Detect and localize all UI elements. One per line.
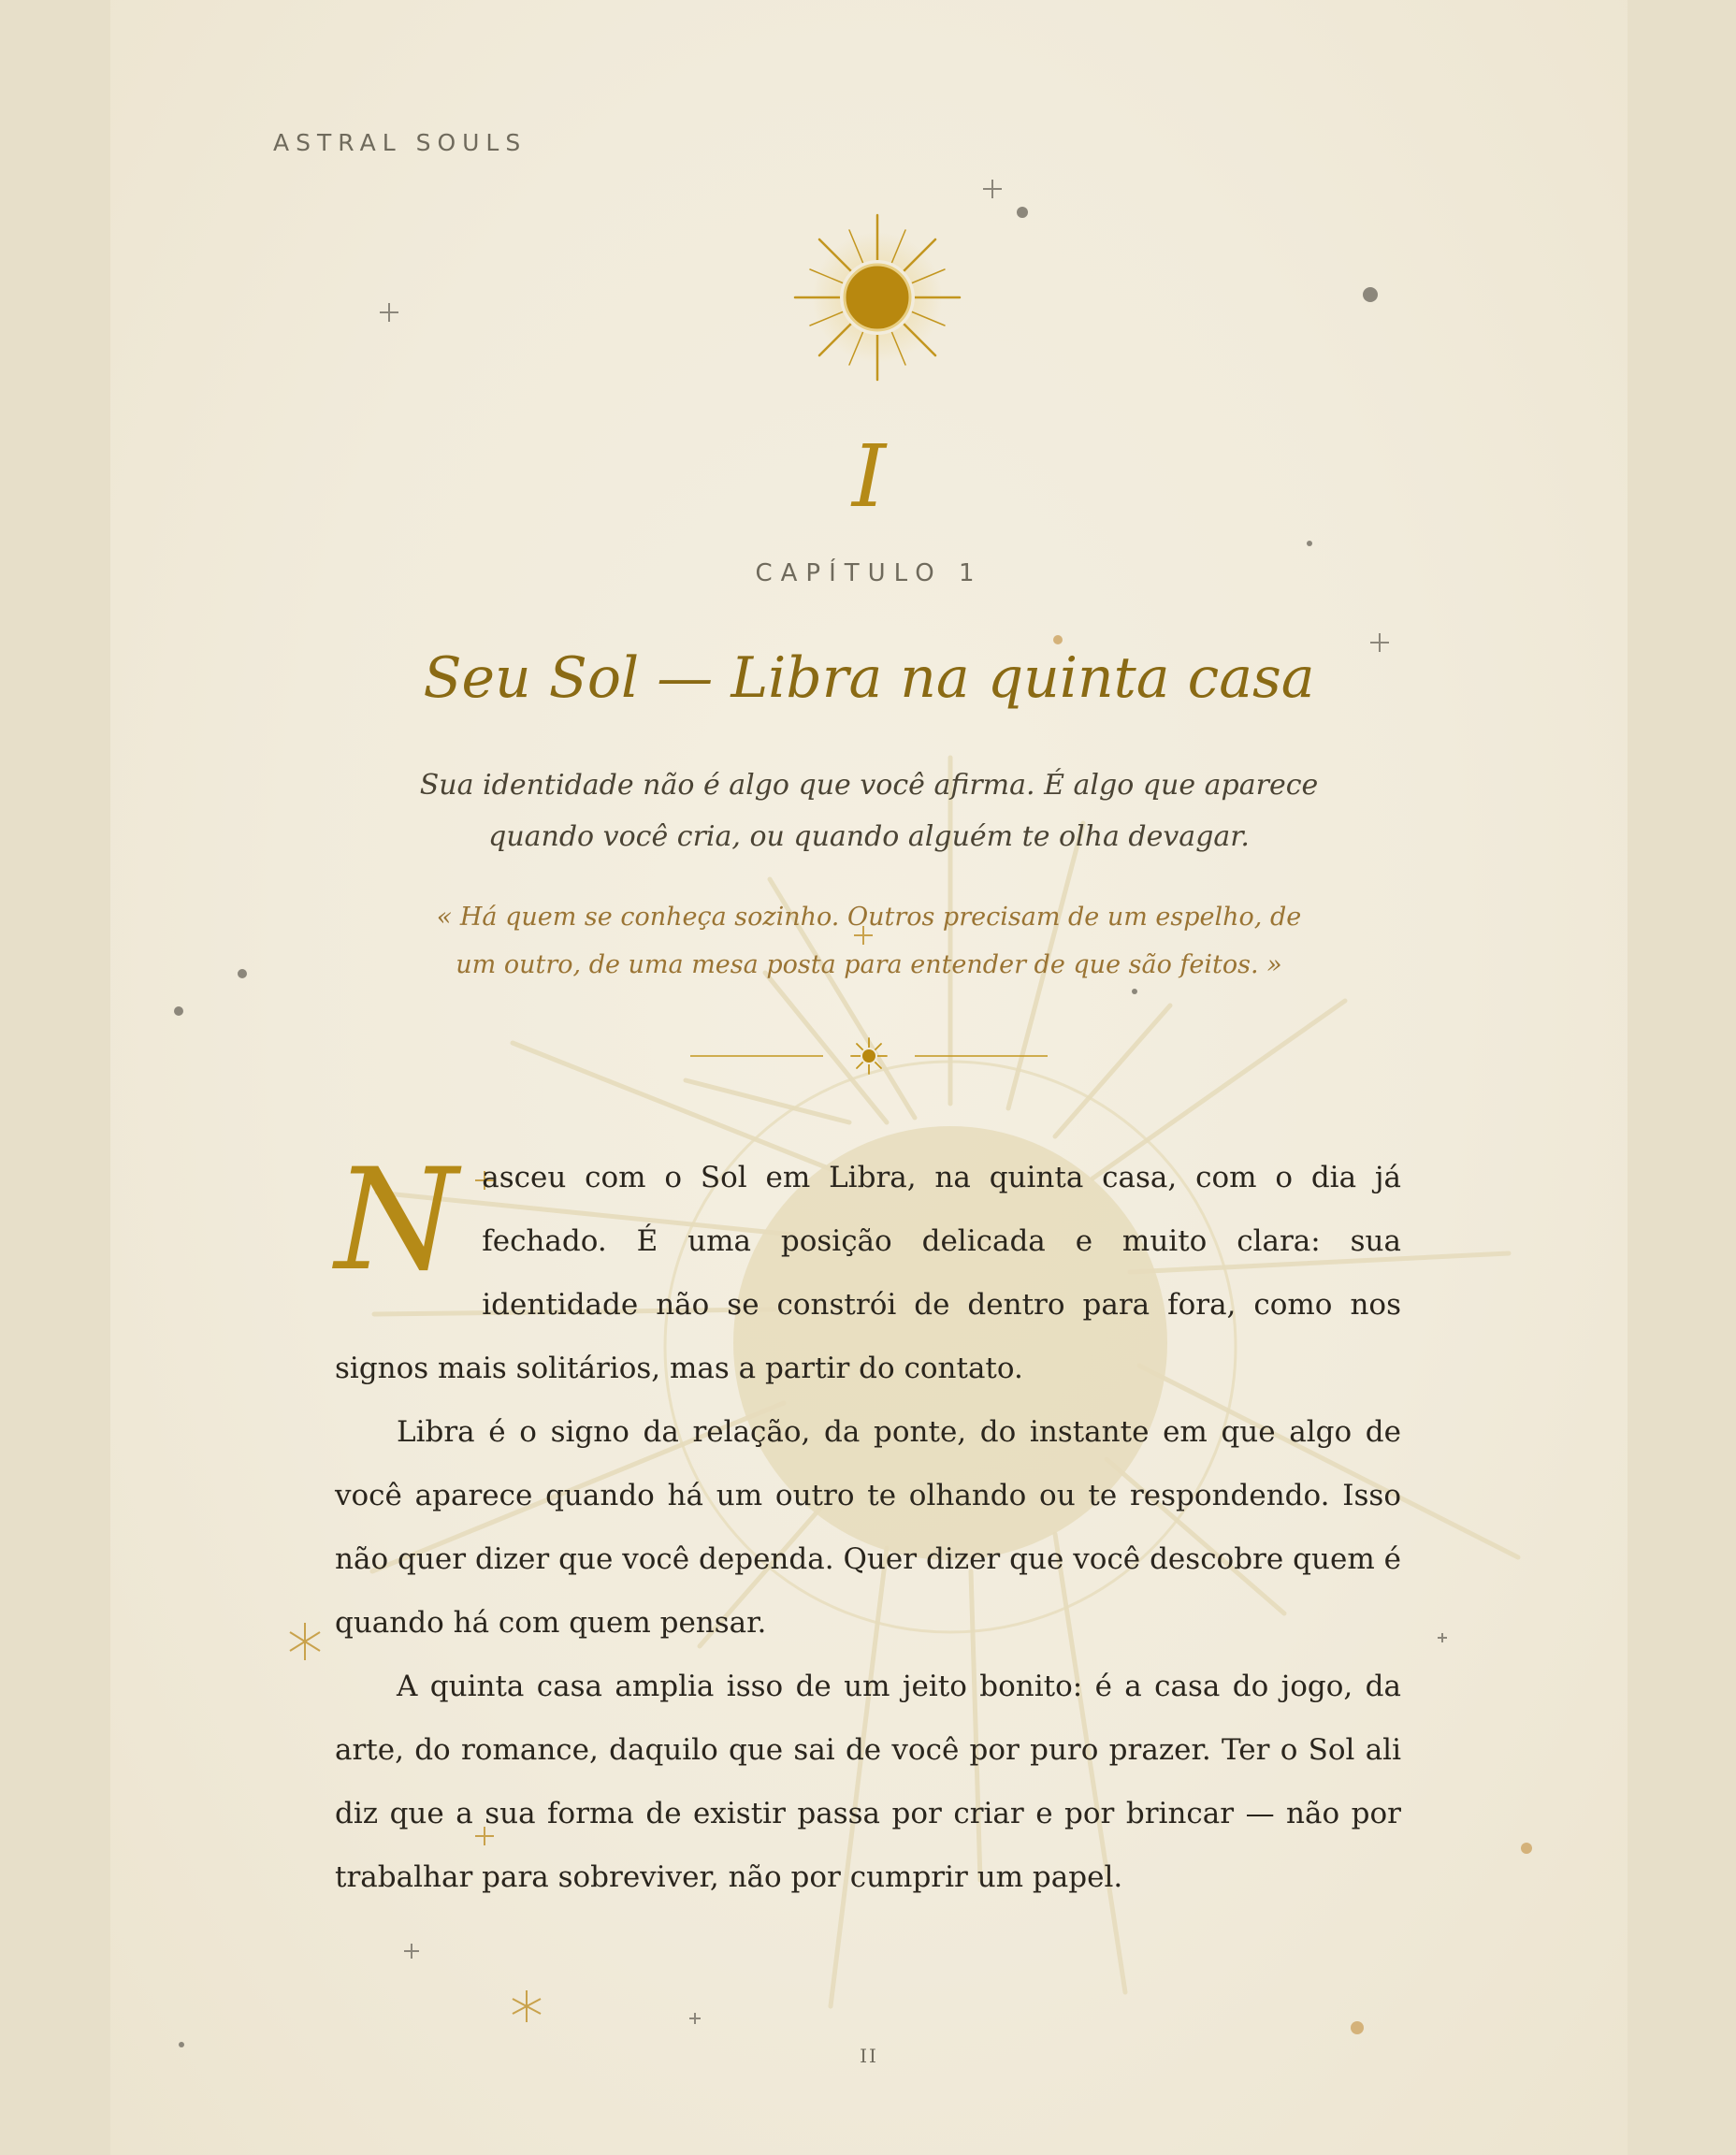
- page-number: II: [860, 2045, 878, 2067]
- drop-cap: N: [335, 1139, 458, 1302]
- chapter-title: Seu Sol — Libra na quinta casa: [423, 645, 1315, 711]
- chapter-body: [335, 1139, 1401, 1909]
- book-page: [110, 0, 1628, 2155]
- epigraph-quote: « Há quem se conheça sozinho. Outros precisam de um espelho, de um outro, de uma mesa posta para entender de que são feitos. »: [436, 903, 1302, 979]
- brand-name: ASTRAL SOULS: [273, 129, 528, 156]
- paragraph: A quinta casa amplia isso de um jeito bonito: é a casa do jogo, da arte, do romance, daquilo que sai de você por puro prazer. Ter o Sol ali diz que a sua forma de existir passa por criar e por brincar — não por trabalhar para sobreviver, não por cumprir um papel.: [335, 1670, 1401, 1894]
- small-sun-icon: [851, 1038, 887, 1074]
- paragraph: [335, 1139, 1401, 1400]
- paragraph: Libra é o signo da relação, da ponte, do instante em que algo de você aparece quando há um outro te olhando ou te respondendo. Isso não quer dizer que você dependa. Quer dizer que você descobre quem é quando há com quem pensar.: [335, 1415, 1401, 1640]
- chapter-subtitle: Sua identidade não é algo que você afirma. É algo que aparece quando você cria, ou quando alguém te olha devagar.: [419, 769, 1319, 853]
- paragraph-text: asceu com o Sol em Libra, na quinta casa, com o dia já fechado. É uma posição delicada e muito clara: sua identidade não se constrói de dentro para fora, como nos signos mais solitários, mas a partir do contato.: [335, 1161, 1401, 1385]
- chapter-numeral: I: [851, 427, 887, 527]
- sun-icon: [784, 208, 971, 395]
- chapter-label: CAPÍTULO 1: [755, 559, 983, 587]
- section-divider: [690, 1034, 1048, 1078]
